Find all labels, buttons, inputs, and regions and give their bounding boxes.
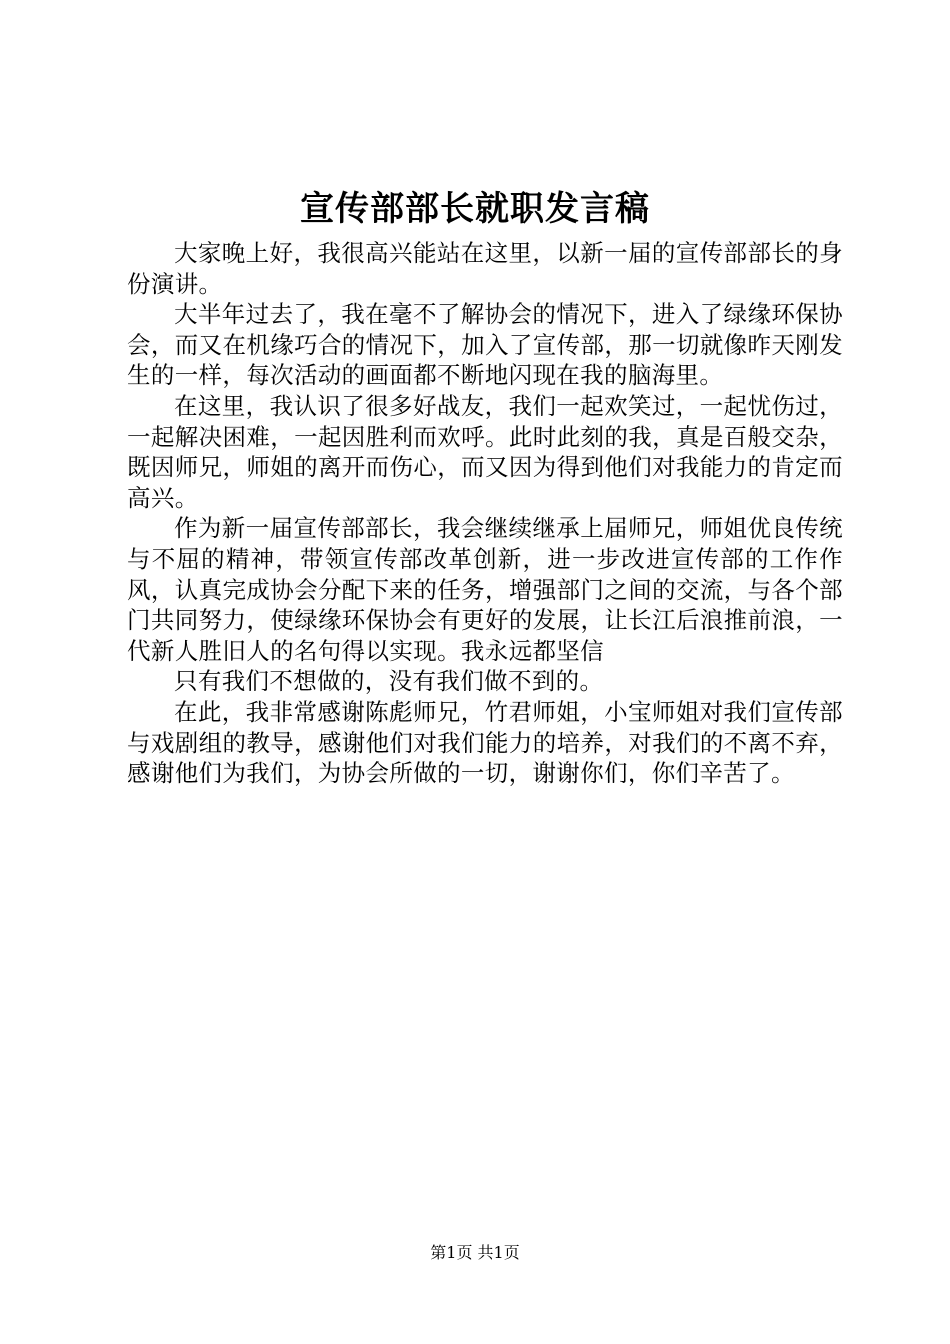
paragraph-2: 大半年过去了，我在毫不了解协会的情况下，进入了绿缘环保协会，而又在机缘巧合的情况下，加入了宣传部，那一切就像昨天刚发生的一样，每次活动的画面都不断地闪现在我的脑海里。 [127,300,843,390]
document-body [127,238,843,789]
paragraph-1: 大家晚上好，我很高兴能站在这里，以新一届的宣传部部长的身份演讲。 [127,239,843,298]
paragraph-3: 在这里，我认识了很多好战友，我们一起欢笑过，一起忧伤过，一起解决困难，一起因胜利而欢呼。此时此刻的我，真是百般交杂，既因师兄，师姐的离开而伤心，而又因为得到他们对我能力的肯定而高兴。 [127,391,843,512]
paragraph-5: 只有我们不想做的，没有我们做不到的。 [174,667,604,696]
document-title: 宣传部部长就职发言稿 [300,189,650,229]
paragraph-4: 作为新一届宣传部部长，我会继续继承上届师兄，师姐优良传统与不屈的精神，带领宣传部改革创新，进一步改进宣传部的工作作风，认真完成协会分配下来的任务，增强部门之间的交流，与各个部门共同努力，使绿缘环保协会有更好的发展，让长江后浪推前浪，一代新人胜旧人的名句得以实现。我永远都坚信 [127,514,843,665]
page-footer: 第1页 共1页 [430,1243,520,1262]
paragraph-6: 在此，我非常感谢陈彪师兄，竹君师姐，小宝师姐对我们宣传部与戏剧组的教导，感谢他们对我们能力的培养，对我们的不离不弃，感谢他们为我们，为协会所做的一切，谢谢你们，你们辛苦了。 [127,697,843,788]
